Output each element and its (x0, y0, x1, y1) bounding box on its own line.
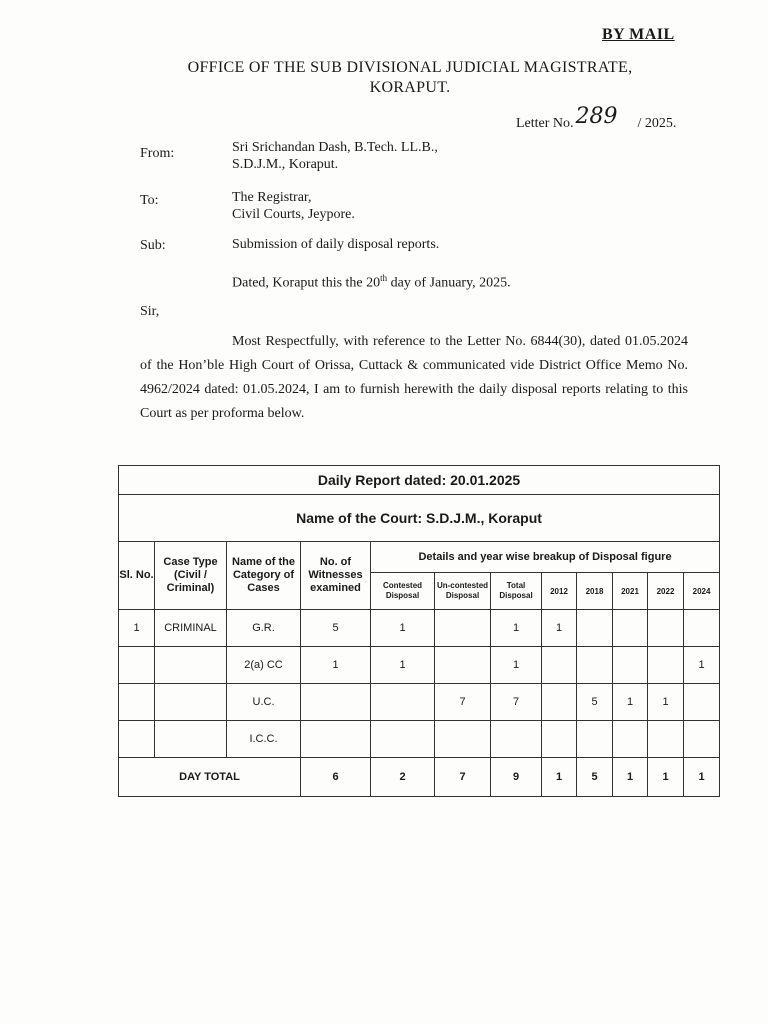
table-cell (155, 721, 227, 758)
table-cell: I.C.C. (227, 721, 301, 758)
table-cell (648, 647, 684, 684)
letter-number-handwritten: 289 (575, 104, 618, 129)
letter-number-label: Letter No. (516, 116, 574, 131)
table-cell (684, 684, 720, 721)
table-cell (613, 647, 648, 684)
header-total-disposal: Total Disposal (491, 573, 542, 610)
table-cell: 7 (435, 684, 491, 721)
from-line-2: S.D.J.M., Koraput. (232, 157, 339, 172)
header-year-2021: 2021 (613, 573, 648, 610)
table-cell (542, 721, 577, 758)
subject-label: Sub: (140, 238, 166, 253)
report-title: Daily Report dated: 20.01.2025 (119, 466, 720, 495)
table-cell (435, 610, 491, 647)
to-line-2: Civil Courts, Jeypore. (232, 207, 355, 222)
header-sl-no: Sl. No. (119, 542, 155, 610)
total-2012: 1 (542, 758, 577, 797)
table-cell (155, 684, 227, 721)
day-total-label: DAY TOTAL (119, 758, 301, 797)
table-cell: 1 (371, 610, 435, 647)
total-2024: 1 (684, 758, 720, 797)
table-row (119, 647, 720, 684)
header-year-2024: 2024 (684, 573, 720, 610)
table-cell: 5 (301, 610, 371, 647)
table-cell (119, 721, 155, 758)
table-cell: 1 (491, 647, 542, 684)
header-category: Name of the Category of Cases (227, 542, 301, 610)
table-cell (301, 684, 371, 721)
table-cell (155, 647, 227, 684)
header-disposal-details: Details and year wise breakup of Disposal figure (371, 542, 720, 573)
table-cell: 1 (542, 610, 577, 647)
subject-text: Submission of daily disposal reports. (232, 237, 440, 252)
table-cell (119, 647, 155, 684)
day-total-row (119, 758, 720, 797)
table-cell (491, 721, 542, 758)
dated-line (232, 270, 511, 292)
table-cell (648, 721, 684, 758)
table-cell: 1 (648, 684, 684, 721)
to-line-1: The Registrar, (232, 190, 312, 205)
header-case-type: Case Type (Civil / Criminal) (155, 542, 227, 610)
table-cell (577, 647, 613, 684)
total-uncontested: 7 (435, 758, 491, 797)
to-value (232, 189, 355, 223)
table-cell: 1 (613, 684, 648, 721)
header-year-2018: 2018 (577, 573, 613, 610)
dated-suffix: day of January, 2025. (387, 275, 511, 291)
table-cell: CRIMINAL (155, 610, 227, 647)
header-year-2022: 2022 (648, 573, 684, 610)
salutation: Sir, (140, 304, 160, 319)
dated-sup: th (380, 273, 388, 283)
table-cell (119, 684, 155, 721)
table-cell (684, 721, 720, 758)
from-value (232, 139, 438, 173)
letter-number (516, 104, 677, 133)
table-cell (542, 647, 577, 684)
table-cell (577, 721, 613, 758)
table-row (119, 610, 720, 647)
from-line-1: Sri Srichandan Dash, B.Tech. LL.B., (232, 140, 438, 155)
table-cell (542, 684, 577, 721)
total-2018: 5 (577, 758, 613, 797)
table-cell (613, 610, 648, 647)
total-contested: 2 (371, 758, 435, 797)
office-line-2: KORAPUT. (369, 79, 451, 96)
table-cell: 1 (491, 610, 542, 647)
daily-report-table (118, 465, 720, 797)
table-cell (577, 610, 613, 647)
table-cell (648, 610, 684, 647)
from-label: From: (140, 146, 175, 161)
table-cell: 7 (491, 684, 542, 721)
header-uncontested: Un-contested Disposal (435, 573, 491, 610)
table-cell: 1 (301, 647, 371, 684)
table-cell (301, 721, 371, 758)
table-cell: G.R. (227, 610, 301, 647)
table-row (119, 721, 720, 758)
table-cell (684, 610, 720, 647)
court-name: Name of the Court: S.D.J.M., Koraput (119, 495, 720, 542)
table-cell: 5 (577, 684, 613, 721)
table-cell (613, 721, 648, 758)
body-paragraph: Most Respectfully, with reference to the Letter No. 6844(30), dated 01.05.2024 of the Hon’ble High Court of Orissa, Cuttack & communicated vide District Office Memo No. 4962/2024 dated: 01.05.2024, I am to furnish herewith the daily disposal reports relating to this Court as per proforma below. (140, 334, 688, 421)
total-2022: 1 (648, 758, 684, 797)
table-cell: U.C. (227, 684, 301, 721)
header-year-2012: 2012 (542, 573, 577, 610)
dated-prefix: Dated, Koraput this the 20 (232, 275, 381, 291)
table-cell (371, 721, 435, 758)
table-cell (435, 721, 491, 758)
table-cell: 2(a) CC (227, 647, 301, 684)
table-cell (371, 684, 435, 721)
total-2021: 1 (613, 758, 648, 797)
header-witnesses: No. of Witnesses examined (301, 542, 371, 610)
table-cell: 1 (371, 647, 435, 684)
to-label: To: (140, 193, 159, 208)
table-cell: 1 (119, 610, 155, 647)
letter-year: / 2025. (637, 116, 677, 131)
by-mail-label: BY MAIL (602, 26, 675, 43)
office-heading (0, 58, 768, 98)
table-row (119, 684, 720, 721)
table-cell (435, 647, 491, 684)
total-disposal: 9 (491, 758, 542, 797)
office-line-1: OFFICE OF THE SUB DIVISIONAL JUDICIAL MAGISTRATE, (187, 59, 633, 76)
header-contested: Contested Disposal (371, 573, 435, 610)
table-cell: 1 (684, 647, 720, 684)
total-witnesses: 6 (301, 758, 371, 797)
